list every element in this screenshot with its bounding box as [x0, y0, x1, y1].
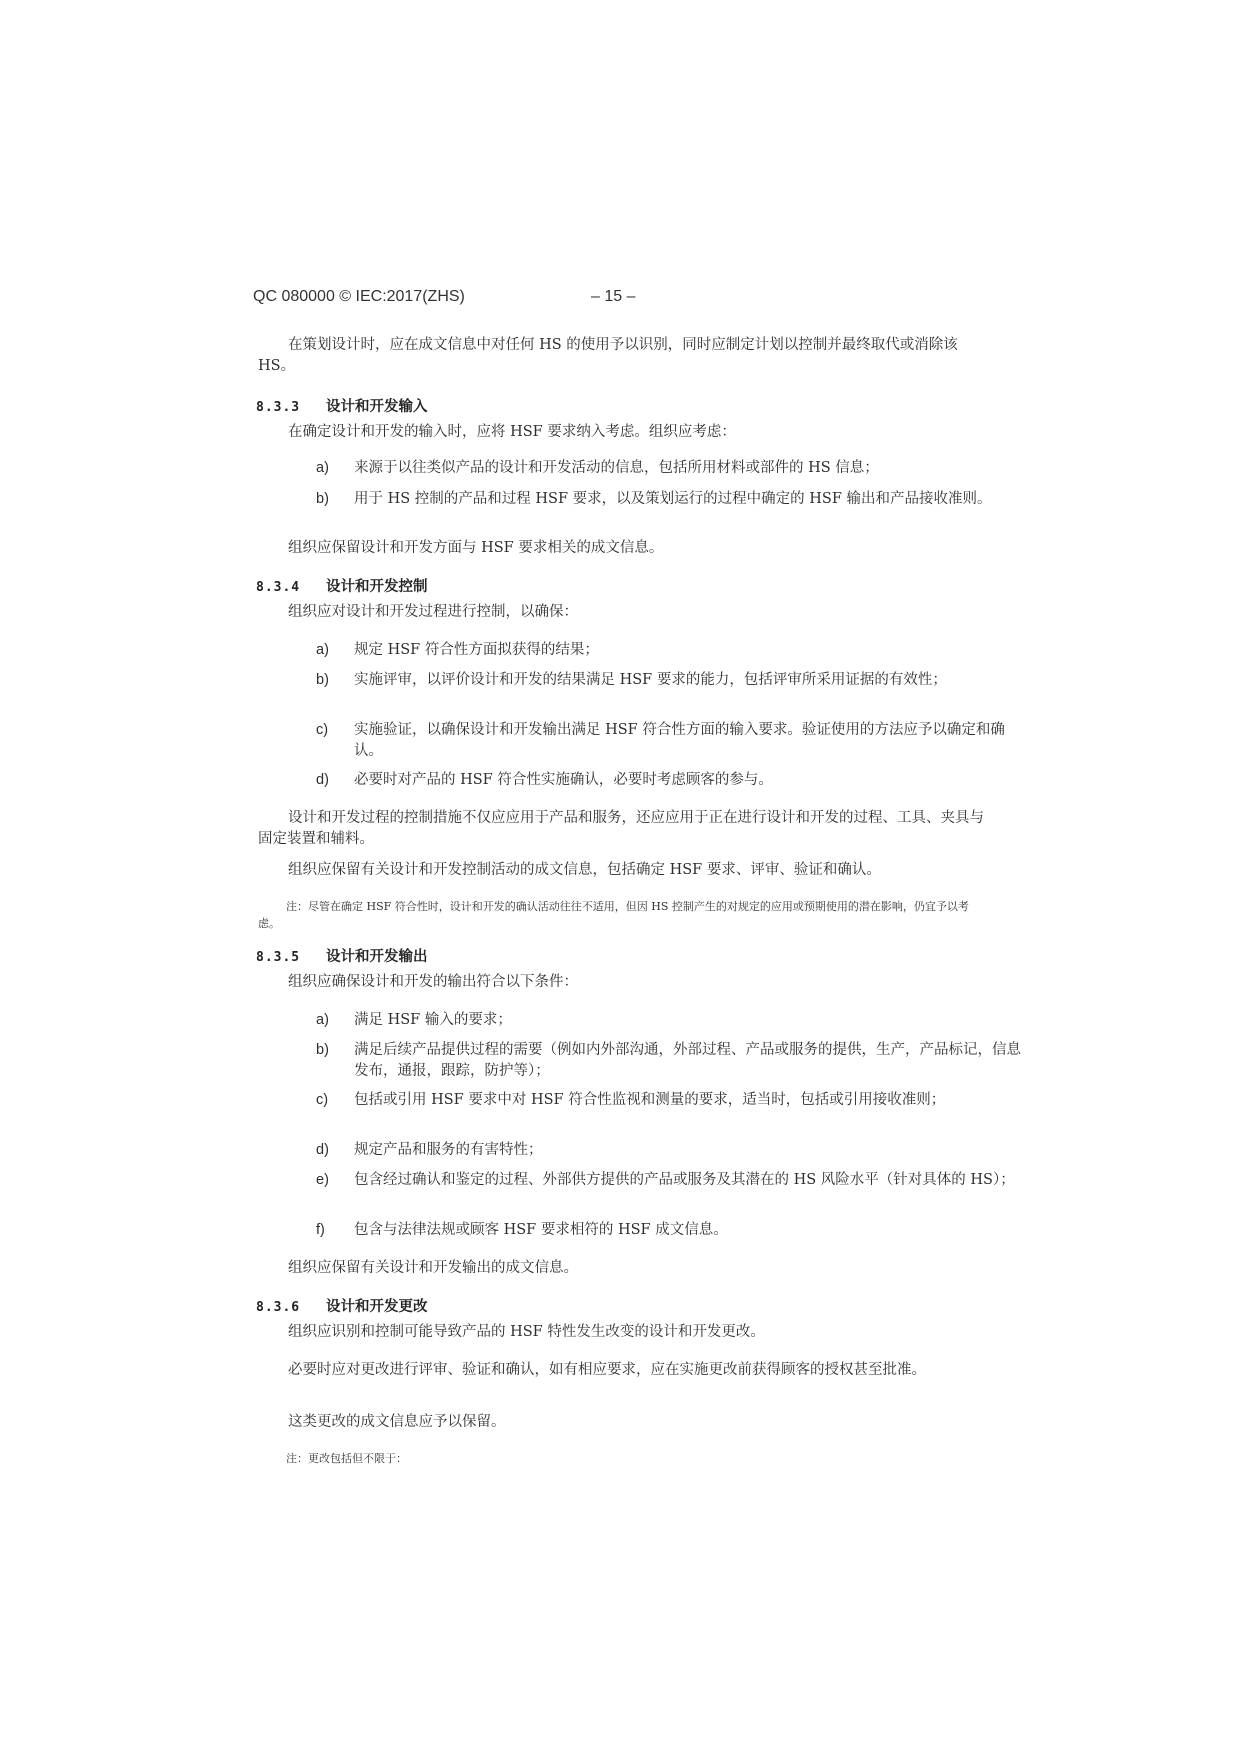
section-title: 设计和开发更改 — [326, 1298, 428, 1315]
paragraph: 组织应确保设计和开发的输出符合以下条件： — [288, 974, 578, 990]
section-title: 设计和开发输入 — [326, 398, 428, 415]
list-item-text: 用于 HS 控制的产品和过程 HSF 要求，以及策划运行的过程中确定的 HSF 输出和产品接收准则。 — [354, 491, 992, 507]
section-number: 8.3.6 — [256, 1300, 301, 1315]
list-item — [316, 1140, 1029, 1161]
paragraph: 组织应保留设计和开发方面与 HSF 要求相关的成文信息。 — [288, 540, 664, 556]
paragraph: 这类更改的成文信息应予以保留。 — [288, 1414, 506, 1430]
paragraph: 必要时应对更改进行评审、验证和确认，如有相应要求，应在实施更改前获得顾客的授权甚至批准。 — [288, 1362, 926, 1378]
section-heading-8-3-6 — [256, 1295, 428, 1316]
list-item-text: 实施验证，以确保设计和开发输出满足 HSF 符合性方面的输入要求。验证使用的方法应予以确定和确认。 — [354, 722, 1005, 759]
list-item-label: f) — [316, 1222, 325, 1238]
paragraph: 设计和开发过程的控制措施不仅应应用于产品和服务，还应应用于正在进行设计和开发的过程、工具、夹具与固定装置和辅料。 — [258, 810, 984, 847]
list-item — [316, 1170, 1029, 1191]
list-item — [316, 770, 1029, 791]
list-item-text: 实施评审，以评价设计和开发的结果满足 HSF 要求的能力，包括评审所采用证据的有效性； — [354, 672, 947, 688]
list-item — [316, 1040, 1029, 1082]
list-item-label: e) — [316, 1172, 329, 1188]
intro-paragraph: 在策划设计时，应在成文信息中对任何 HS 的使用予以识别，同时应制定计划以控制并最终取代或消除该 HS。 — [258, 337, 958, 374]
section-number: 8.3.5 — [256, 950, 301, 965]
paragraph: 组织应保留有关设计和开发控制活动的成文信息，包括确定 HSF 要求、评审、验证和确认。 — [288, 862, 881, 878]
paragraph: 组织应对设计和开发过程进行控制，以确保： — [288, 604, 578, 620]
list-item-text: 规定 HSF 符合性方面拟获得的结果； — [354, 642, 599, 658]
list-item-text: 包含经过确认和鉴定的过程、外部供方提供的产品或服务及其潜在的 HS 风险水平（针对具体的 HS）； — [354, 1172, 1015, 1188]
list-item-label: b) — [316, 1042, 329, 1058]
list-item-label: c) — [316, 1092, 329, 1108]
section-title: 设计和开发控制 — [326, 578, 428, 595]
list-item-text: 包含与法律法规或顾客 HSF 要求相符的 HSF 成文信息。 — [354, 1222, 728, 1238]
section-heading-8-3-3 — [256, 395, 428, 416]
note: 注：更改包括但不限于： — [286, 1452, 407, 1465]
list-item — [316, 1090, 1029, 1111]
list-item — [316, 489, 1029, 510]
list-item — [316, 458, 1029, 479]
section-number: 8.3.3 — [256, 400, 301, 415]
paragraph: 组织应识别和控制可能导致产品的 HSF 特性发生改变的设计和开发更改。 — [288, 1324, 765, 1340]
note: 注：尽管在确定 HSF 符合性时，设计和开发的确认活动往往不适用，但因 HS 控制产生的对规定的应用或预期使用的潜在影响，仍宜予以考虑。 — [258, 900, 969, 930]
list-item-text: 包括或引用 HSF 要求中对 HSF 符合性监视和测量的要求，适当时，包括或引用接收准则； — [354, 1092, 946, 1108]
list-item-label: c) — [316, 722, 329, 738]
section-heading-8-3-4 — [256, 575, 428, 596]
list-item — [316, 670, 1029, 691]
section-title: 设计和开发输出 — [326, 948, 428, 965]
list-item-text: 满足后续产品提供过程的需要（例如内外部沟通，外部过程、产品或服务的提供，生产，产品标记，信息发布，通报，跟踪，防护等）； — [354, 1042, 1021, 1079]
list-item-text: 必要时对产品的 HSF 符合性实施确认，必要时考虑顾客的参与。 — [354, 772, 773, 788]
list-item-label: a) — [316, 460, 329, 476]
list-item-label: b) — [316, 491, 329, 507]
list-item — [316, 640, 1029, 661]
list-item — [316, 720, 1029, 762]
section-heading-8-3-5 — [256, 945, 428, 966]
document-id: QC 080000 © IEC:2017(ZHS) — [253, 288, 465, 305]
list-item — [316, 1220, 1029, 1241]
list-item-label: b) — [316, 672, 329, 688]
list-item-label: a) — [316, 642, 329, 658]
list-item-text: 满足 HSF 输入的要求； — [354, 1012, 512, 1028]
section-number: 8.3.4 — [256, 580, 301, 595]
paragraph: 组织应保留有关设计和开发输出的成文信息。 — [288, 1260, 578, 1276]
list-item-label: a) — [316, 1012, 329, 1028]
list-item-text: 来源于以往类似产品的设计和开发活动的信息，包括所用材料或部件的 HS 信息； — [354, 460, 879, 476]
paragraph: 在确定设计和开发的输入时，应将 HSF 要求纳入考虑。组织应考虑： — [288, 424, 736, 440]
page-number: – 15 – — [591, 288, 636, 305]
list-item — [316, 1010, 1029, 1031]
list-item-text: 规定产品和服务的有害特性； — [354, 1142, 543, 1158]
list-item-label: d) — [316, 772, 329, 788]
list-item-label: d) — [316, 1142, 329, 1158]
